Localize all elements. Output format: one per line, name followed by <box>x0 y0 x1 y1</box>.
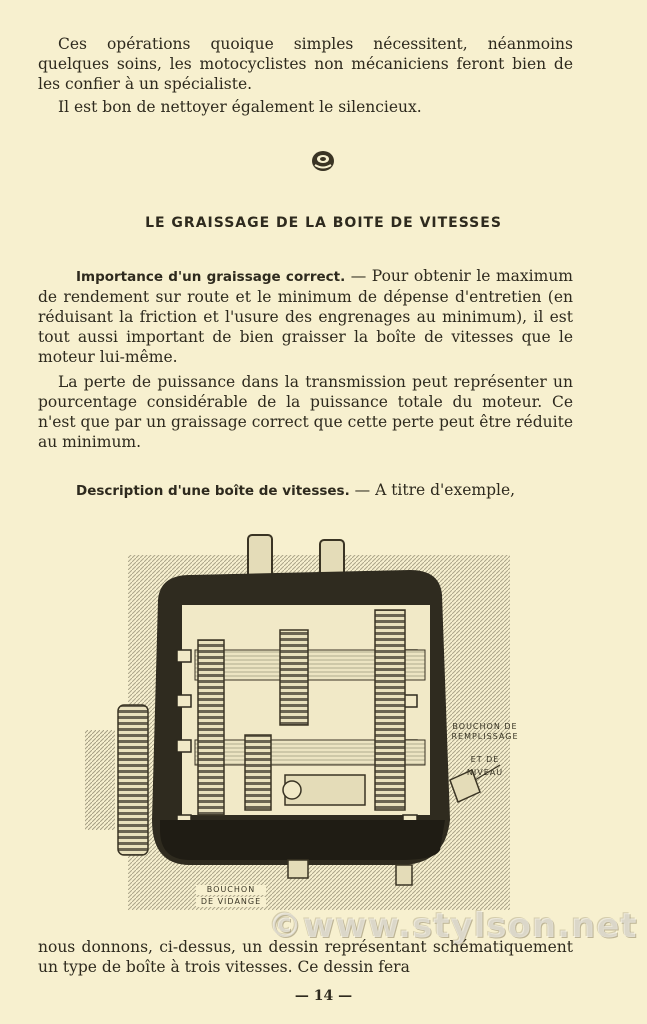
paragraph-text: — Pour obtenir le maximum de rendement sur route et le minimum de dépense d'entretien (en réduisant la friction et l'usure des engrenages au minimum), il est tout aussi important de bien graisser la boîte de vitesses que le moteur lui-même. <box>38 267 574 366</box>
page-number: — 14 — <box>294 988 353 1004</box>
paragraph-text: — A titre d'exemple, <box>354 481 516 499</box>
sprocket-shadow <box>85 730 115 830</box>
callout-fill-plug-level: NIVEAU <box>466 768 504 777</box>
callout-fill-plug: BOUCHON DE REMPLISSAGE <box>451 722 519 741</box>
paragraph-power-loss: La perte de puissance dans la transmission peut représenter un pourcentage considérable de la puissance totale du moteur. Ce n'est que par un graissage correct que cette perte peut être réduite au minimum. <box>38 373 573 451</box>
gear-wheel <box>198 640 224 815</box>
housing-bolt <box>177 695 191 707</box>
paragraph-lubrication-importance <box>38 266 573 367</box>
selector-pivot <box>283 781 301 799</box>
callout-drain-plug-2: DE VIDANGE <box>196 897 266 907</box>
callout-fill-plug-and: ET DE <box>470 755 500 764</box>
subheading-importance: Importance d'un graissage correct. <box>76 269 346 285</box>
callout-drain-plug: BOUCHON <box>196 885 266 895</box>
section-heading: LE GRAISSAGE DE LA BOITE DE VITESSES <box>145 215 502 231</box>
gear-wheel <box>280 630 308 725</box>
paragraph-gearbox-description <box>38 480 573 501</box>
drain-plug <box>288 860 308 878</box>
housing-bolt <box>177 650 191 662</box>
paragraph-maintenance-note: Ces opérations quoique simples nécessitent, néanmoins quelques soins, les motocyclistes non mécaniciens feront bien de les confier à un spécialiste. <box>38 35 573 93</box>
oil-sump <box>160 820 445 860</box>
paragraph-diagram-reference: nous donnons, ci-dessus, un dessin représentant schématiquement un type de boîte à trois vitesses. Ce dessin fera <box>38 938 573 976</box>
drive-sprocket <box>118 705 148 855</box>
housing-bolt <box>177 740 191 752</box>
fleuron-ornament-icon <box>310 148 336 174</box>
watermark: ©www.stylson.net <box>268 906 638 946</box>
paragraph-silencer-note: Il est bon de nettoyer également le silencieux. <box>58 98 422 116</box>
housing-stud-bottom <box>396 865 412 885</box>
subheading-description: Description d'une boîte de vitesses. <box>76 483 350 499</box>
gear-wheel <box>375 610 405 810</box>
gear-wheel <box>245 735 271 810</box>
